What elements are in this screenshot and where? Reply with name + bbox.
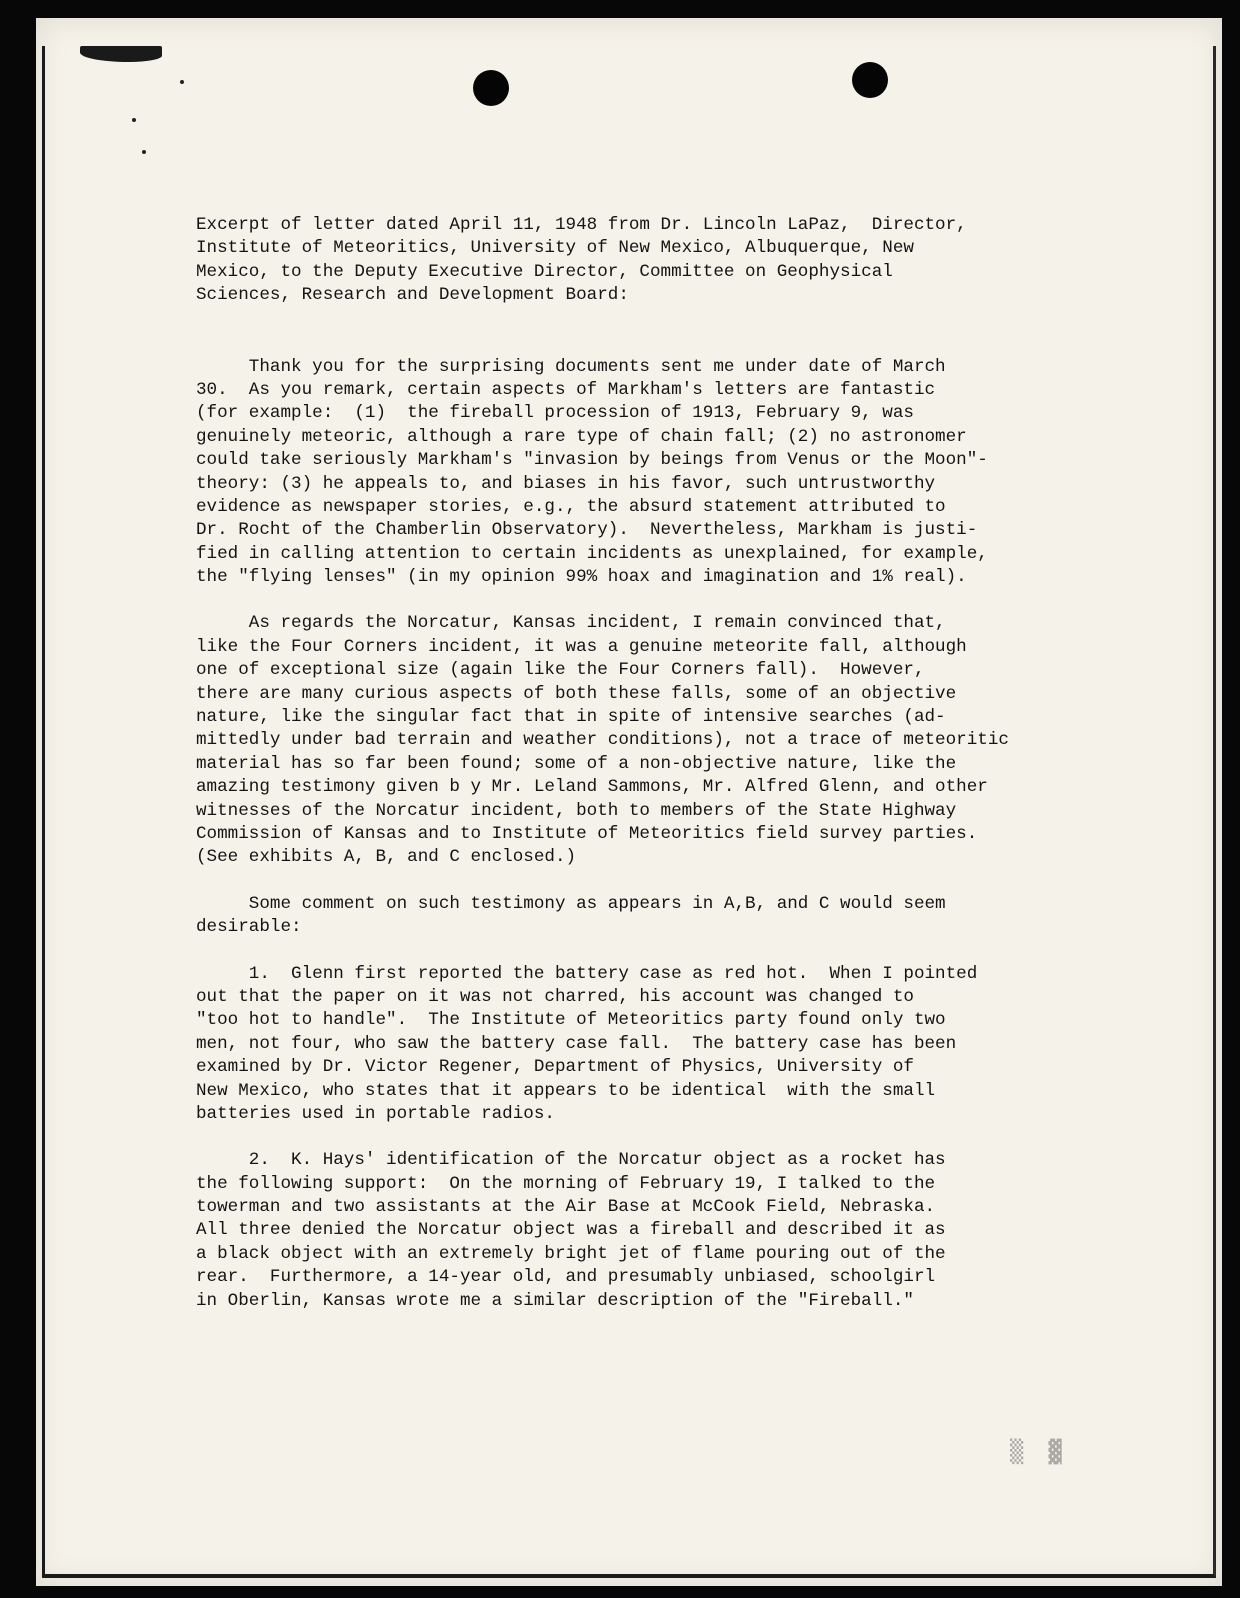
body-line: towerman and two assistants at the Air Base at McCook Field, Nebraska.	[196, 1197, 936, 1218]
body-line: men, not four, who saw the battery case fall. The battery case has been	[196, 1033, 957, 1054]
body-line: like the Four Corners incident, it was a genuine meteorite fall, although	[196, 636, 967, 657]
letter-excerpt	[196, 214, 1096, 1313]
body-line: in Oberlin, Kansas wrote me a similar description of the "Fireball."	[196, 1290, 914, 1311]
ink-speck	[142, 150, 146, 154]
body-line: rear. Furthermore, a 14-year old, and presumably unbiased, schoolgirl	[196, 1267, 936, 1288]
paragraph-point-1	[196, 963, 1096, 1127]
body-line: (for example: (1) the fireball procession of 1913, February 9, was	[196, 403, 914, 424]
punch-hole-left	[473, 70, 509, 106]
body-line: 1. Glenn first reported the battery case as red hot. When I pointed	[196, 963, 978, 984]
body-line: examined by Dr. Victor Regener, Department of Physics, University of	[196, 1057, 914, 1078]
body-line: material has so far been found; some of a non-objective nature, like the	[196, 753, 957, 774]
body-line: Thank you for the surprising documents sent me under date of March	[196, 356, 946, 377]
paragraph-markham	[196, 356, 1096, 590]
body-line: could take seriously Markham's "invasion by beings from Venus or the Moon"-	[196, 450, 988, 471]
body-line: the following support: On the morning of February 19, I talked to the	[196, 1173, 936, 1194]
body-line: Some comment on such testimony as appears in A,B, and C would seem	[196, 893, 946, 914]
paragraph-point-2	[196, 1149, 1096, 1313]
body-line: fied in calling attention to certain incidents as unexplained, for example,	[196, 543, 988, 564]
body-line: Commission of Kansas and to Institute of Meteoritics field survey parties.	[196, 823, 978, 844]
body-line: "too hot to handle". The Institute of Meteoritics party found only two	[196, 1010, 946, 1031]
body-line: As regards the Norcatur, Kansas incident, I remain convinced that,	[196, 613, 946, 634]
body-line: evidence as newspaper stories, e.g., the absurd statement attributed to	[196, 496, 946, 517]
paragraph-comment	[196, 893, 1096, 940]
body-line: Dr. Rocht of the Chamberlin Observatory). Nevertheless, Markham is justi-	[196, 520, 978, 541]
ink-speck	[132, 118, 136, 122]
header-line: Mexico, to the Deputy Executive Director, Committee on Geophysical	[196, 261, 893, 282]
ink-speck	[180, 80, 184, 84]
header-line: Excerpt of letter dated April 11, 1948 from Dr. Lincoln LaPaz, Director,	[196, 215, 967, 235]
body-line: (See exhibits A, B, and C enclosed.)	[196, 847, 577, 868]
header-line: Institute of Meteoritics, University of New Mexico, Albuquerque, New	[196, 238, 914, 259]
body-line: witnesses of the Norcatur incident, both to members of the State Highway	[196, 800, 957, 821]
body-line: nature, like the singular fact that in spite of intensive searches (ad-	[196, 707, 946, 728]
body-line: 30. As you remark, certain aspects of Markham's letters are fantastic	[196, 379, 936, 400]
body-line: one of exceptional size (again like the Four Corners fall). However,	[196, 660, 925, 681]
header-line: Sciences, Research and Development Board:	[196, 285, 629, 306]
body-line: amazing testimony given b y Mr. Leland Sammons, Mr. Alfred Glenn, and other	[196, 777, 988, 798]
body-line: All three denied the Norcatur object was a fireball and described it as	[196, 1220, 946, 1241]
body-line: there are many curious aspects of both these falls, some of an objective	[196, 683, 957, 704]
body-line: theory: (3) he appeals to, and biases in his favor, such untrustworthy	[196, 473, 936, 494]
body-line: mittedly under bad terrain and weather conditions), not a trace of meteoritic	[196, 730, 1009, 751]
body-line: a black object with an extremely bright jet of flame pouring out of the	[196, 1243, 946, 1264]
body-line: the "flying lenses" (in my opinion 99% hoax and imagination and 1% real).	[196, 567, 967, 588]
paragraph-norcatur	[196, 612, 1096, 869]
body-line: New Mexico, who states that it appears to be identical with the small	[196, 1080, 936, 1101]
body-line: genuinely meteoric, although a rare type of chain fall; (2) no astronomer	[196, 426, 967, 447]
body-line: out that the paper on it was not charred, his account was changed to	[196, 986, 914, 1007]
letter-header	[196, 214, 1096, 308]
body-line: batteries used in portable radios.	[196, 1103, 555, 1124]
punch-hole-right	[852, 62, 888, 98]
body-line: 2. K. Hays' identification of the Norcatur object as a rocket has	[196, 1150, 946, 1171]
faded-stamp-mark: ▒ ▓	[1010, 1440, 1068, 1465]
body-line: desirable:	[196, 917, 302, 938]
